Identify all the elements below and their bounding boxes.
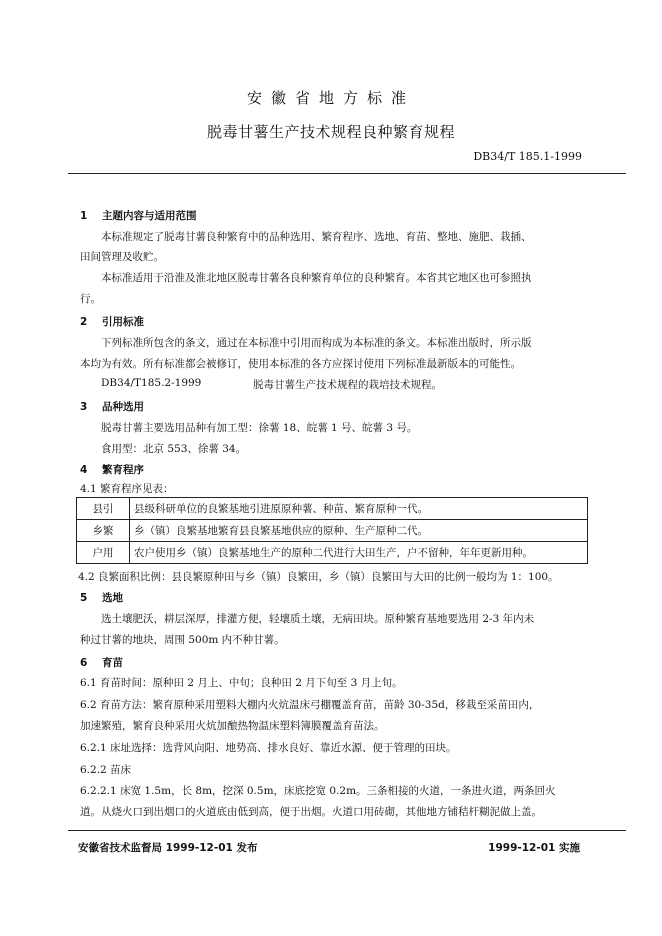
clause-6-2-1: 6.2.1 床址选择：选背风向阳、地势高、排水良好、靠近水源、便于管理的田块。 bbox=[80, 742, 457, 754]
section-4-title: 繁育程序 bbox=[102, 464, 144, 476]
section-1-number: 1 bbox=[80, 210, 88, 222]
section-6-heading bbox=[80, 655, 123, 670]
section-2-number: 2 bbox=[80, 316, 88, 328]
section-5-heading bbox=[80, 590, 123, 605]
referenced-standard-title: 脱毒甘薯生产技术规程的栽培技术规程。 bbox=[253, 379, 442, 391]
table-cell-level: 户用 bbox=[77, 542, 130, 564]
publisher-release-date: 安徽省技术监督局 1999-12-01 发布 bbox=[78, 842, 258, 854]
section-3-number: 3 bbox=[80, 401, 88, 413]
implementation-date: 1999-12-01 实施 bbox=[488, 842, 580, 854]
section-3-title: 品种选用 bbox=[102, 401, 144, 413]
clause-6-2-2-1-line-2: 道。从烧火口到出烟口的火道底由低到高，便于出烟。火道口用砖砌，其他地方铺秸杆糊泥做上盖。 bbox=[80, 806, 542, 818]
section-5-para-line-2: 种过甘薯的地块，周围 500m 内不种甘薯。 bbox=[80, 634, 285, 646]
section-6-number: 6 bbox=[80, 657, 88, 669]
document-title: 脱毒甘薯生产技术规程良种繁育规程 bbox=[206, 123, 455, 141]
header-rule bbox=[68, 173, 626, 174]
section-4-heading bbox=[80, 462, 144, 477]
issuing-org-heading: 安徽省地方标准 bbox=[246, 89, 415, 107]
table-row bbox=[77, 498, 588, 520]
table-cell-level: 县引 bbox=[77, 498, 130, 520]
section-2-para-1-line-1: 下列标准所包含的条文，通过在本标准中引用而构成为本标准的条文。本标准出版时，所示版 bbox=[101, 337, 532, 349]
footer-rule bbox=[68, 830, 626, 831]
clause-6-2-line-1: 6.2 育苗方法：繁育原种采用塑料大棚内火炕温床弓棚覆盖育苗，苗龄 30-35d，移栽至采苗田内， bbox=[80, 699, 540, 711]
clause-6-2-2: 6.2.2 苗床 bbox=[80, 764, 132, 776]
referenced-standard-code: DB34/T185.2-1999 bbox=[101, 377, 202, 389]
table-cell-description: 县级科研单位的良繁基地引进原原种薯、种苗、繁育原种一代。 bbox=[130, 498, 588, 520]
table-cell-description: 乡（镇）良繁基地繁育县良繁基地供应的原种、生产原种二代。 bbox=[130, 520, 588, 542]
section-1-para-1-line-1: 本标准规定了脱毒甘薯良种繁育中的品种选用、繁育程序、选地、育苗、整地、施肥、栽插、 bbox=[101, 231, 532, 243]
section-5-para-line-1: 选土壤肥沃，耕层深厚，排灌方便，轻壤质土壤，无病田块。原种繁育基地要选用 2-3 年内未 bbox=[101, 613, 535, 625]
table-row bbox=[77, 542, 588, 564]
section-3-edible-varieties: 食用型：北京 553、徐薯 34。 bbox=[101, 443, 247, 455]
clause-6-1: 6.1 育苗时间：原种田 2 月上、中旬；良种田 2 月下旬至 3 月上旬。 bbox=[80, 677, 403, 689]
section-2-para-1-line-2: 本均为有效。所有标准都会被修订，使用本标准的各方应探讨使用下列标准最新版本的可能性。 bbox=[80, 358, 521, 370]
clause-6-2-line-2: 加速繁殖，繁育良种采用火炕加酿热物温床塑料簿膜覆盖育苗法。 bbox=[80, 720, 385, 732]
section-2-title: 引用标准 bbox=[102, 316, 144, 328]
clause-6-2-2-1-line-1: 6.2.2.1 床宽 1.5m，长 8m，挖深 0.5m，床底挖宽 0.2m。三条相接的火道，一条进火道，两条回火 bbox=[80, 785, 556, 797]
table-cell-level: 乡繁 bbox=[77, 520, 130, 542]
standard-code: DB34/T 185.1-1999 bbox=[473, 150, 582, 163]
section-1-title: 主题内容与适用范围 bbox=[102, 210, 197, 222]
table-row bbox=[77, 520, 588, 542]
section-2-heading bbox=[80, 314, 144, 329]
table-cell-description: 农户使用乡（镇）良繁基地生产的原种二代进行大田生产，户不留种，年年更新用种。 bbox=[130, 542, 588, 564]
clause-4-2: 4.2 良繁面积比例：县良繁原种田与乡（镇）良繁田，乡（镇）良繁田与大田的比例一般均为 1：100。 bbox=[78, 571, 559, 583]
section-3-processing-varieties: 脱毒甘薯主要选用品种有加工型：徐薯 18、皖薯 1 号、皖薯 3 号。 bbox=[101, 422, 418, 434]
section-1-para-2-line-1: 本标准适用于沿淮及淮北地区脱毒甘薯各良种繁育单位的良种繁育。本省其它地区也可参照执 bbox=[101, 272, 532, 284]
section-1-para-1-line-2: 田间管理及收贮。 bbox=[80, 251, 164, 263]
section-3-heading bbox=[80, 399, 144, 414]
breeding-program-table bbox=[76, 497, 588, 564]
clause-4-1: 4.1 繁育程序见表： bbox=[80, 483, 174, 495]
section-1-para-2-line-2: 行。 bbox=[80, 293, 101, 305]
section-5-number: 5 bbox=[80, 592, 88, 604]
section-6-title: 育苗 bbox=[102, 657, 123, 669]
section-5-title: 选地 bbox=[102, 592, 123, 604]
section-1-heading bbox=[80, 208, 197, 223]
section-4-number: 4 bbox=[80, 464, 88, 476]
